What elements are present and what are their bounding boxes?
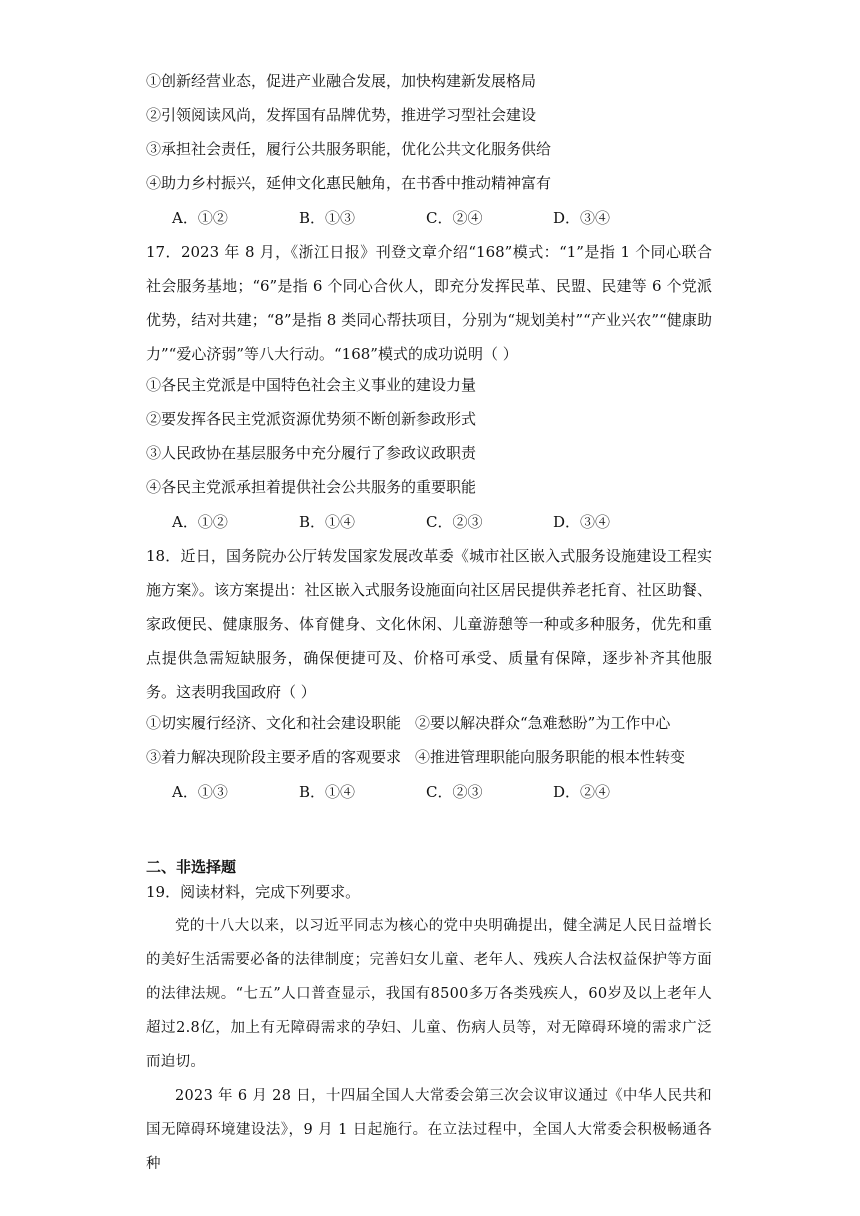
q18-items-row-1 [146,712,670,734]
q16-option-c[interactable]: C．②④ [426,209,483,227]
q18-item-1: ①切实履行经济、文化和社会建设职能 [146,714,402,732]
q18-item-4: ④推进管理职能向服务职能的根本性转变 [415,748,686,766]
q17-option-d[interactable]: D．③④ [553,513,611,531]
q16-option-a[interactable]: A．①② [172,209,228,227]
q16-item-1: ①创新经营业态，促进产业融合发展，加快构建新发展格局 [146,72,537,90]
q16-option-b[interactable]: B．①③ [299,209,356,227]
q17-item-3: ③人民政协在基层服务中充分履行了参政议政职责 [146,444,477,462]
q17-option-b[interactable]: B．①④ [299,513,356,531]
section-title-non-choice: 二、非选择题 [146,858,237,876]
q16-option-d[interactable]: D．③④ [553,209,611,227]
q18-items-row-2 [146,746,685,768]
q16-item-2: ②引领阅读风尚，发挥国有品牌优势，推进学习型社会建设 [146,106,537,124]
q17-options [172,511,610,533]
q17-item-2: ②要发挥各民主党派资源优势须不断创新参政形式 [146,410,477,428]
q16-item-4: ④助力乡村振兴，延伸文化惠民触角，在书香中推动精神富有 [146,174,552,192]
q17-option-a[interactable]: A．①② [172,513,228,531]
q17-item-1: ①各民主党派是中国特色社会主义事业的建设力量 [146,376,477,394]
q18-stem: 18．近日，国务院办公厅转发国家发展改革委《城市社区嵌入式服务设施建设工程实施方案》。该方案提出：社区嵌入式服务设施面向社区居民提供养老托育、社区助餐、家政便民、健康服务、体育健身、文化休闲、儿童游憩等一种或多种服务，优先和重点提供急需短缺服务，确保便捷可及、价格可承受、质量有保障，逐步补齐其他服务。这表明我国政府（ ） [146,547,712,701]
q17-item-4: ④各民主党派承担着提供社会公共服务的重要职能 [146,478,477,496]
q18-item-3: ③着力解决现阶段主要矛盾的客观要求 [146,748,402,766]
q17-option-c[interactable]: C．②③ [426,513,483,531]
q17-stem: 17．2023 年 8 月，《浙江日报》刊登文章介绍“168”模式：“1”是指 1 个同心联合社会服务基地；“6”是指 6 个同心合伙人，即充分发挥民革、民盟、民建等 6 个党派优势，结对共建；“8”是指 8 类同心帮扶项目，分别为“规划美村”“产业兴农”“健康助力”“爱心济弱”等八大行动。“168”模式的成功说明（ ） [146,243,712,363]
q18-option-a[interactable]: A．①③ [172,783,228,801]
q18-option-b[interactable]: B．①④ [299,783,356,801]
q18-options [172,781,610,803]
q18-option-d[interactable]: D．②④ [553,783,611,801]
q16-options [172,207,610,229]
q19-paragraph-2: 2023 年 6 月 28 日，十四届全国人大常委会第三次会议审议通过《中华人民共和国无障碍环境建设法》，9 月 1 日起施行。在立法过程中，全国人大常委会积极畅通各种 [146,1088,712,1172]
q19-paragraph-1: 党的十八大以来，以习近平同志为核心的党中央明确提出，健全满足人民日益增长的美好生活需要必备的法律制度；完善妇女儿童、老年人、残疾人合法权益保护等方面的法律法规。“七五”人口普查显示，我国有8500多万各类残疾人，60岁及以上老年人超过2.8亿，加上有无障碍需求的孕妇、儿童、伤病人员等，对无障碍环境的需求广泛而迫切。 [146,918,712,1070]
q18-option-c[interactable]: C．②③ [426,783,483,801]
q18-item-2: ②要以解决群众“急难愁盼”为工作中心 [415,714,671,732]
q16-item-3: ③承担社会责任，履行公共服务职能，优化公共文化服务供给 [146,140,552,158]
q19-stem: 19．阅读材料，完成下列要求。 [146,883,361,901]
